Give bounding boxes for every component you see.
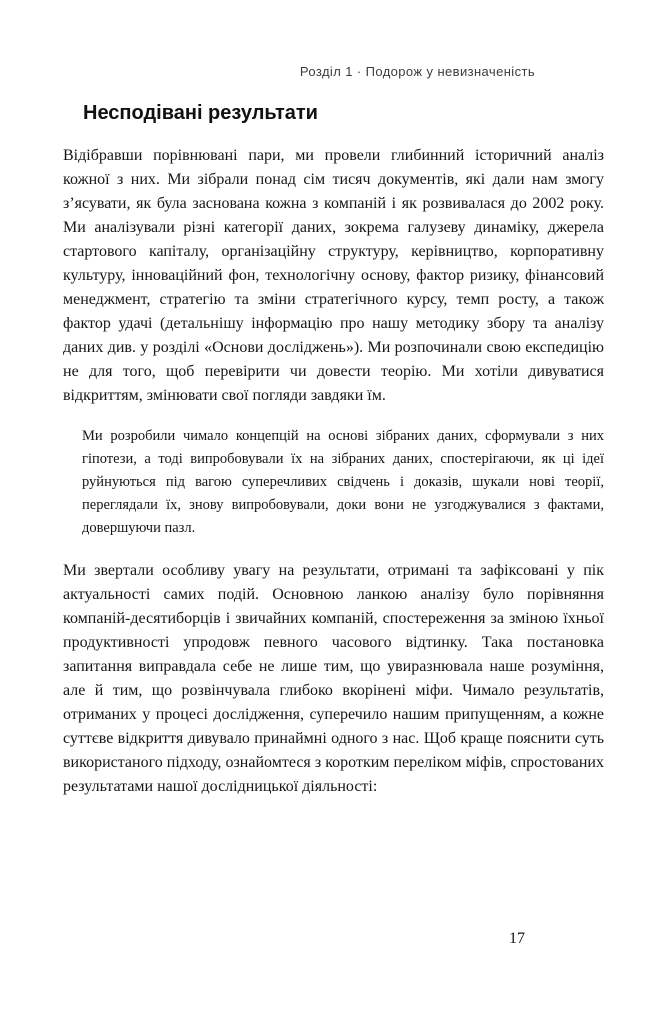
paragraph-1: Відібравши порівнювані пари, ми провели глибинний історичний аналіз кожної з них. Ми зібрали понад сім тисяч документів, які дали нам змогу з’ясувати, як була заснована кожна з компаній і як розвивалася до 2002 року. Ми аналізували різні категорії даних, зокрема галузеву динаміку, джерела стартового капіталу, організаційну структуру, керівництво, корпоративну культуру, інноваційний фон, технологічну основу, фактор ризику, фінансовий менеджмент, стратегію та зміни стратегічного курсу, темп росту, а також фактор удачі (детальнішу інформацію про нашу методику збору та аналізу даних див. у розділі «Основи досліджень»). Ми розпочинали свою експедицію не для того, щоб перевірити чи довести теорію. Ми хотіли дивуватися відкриттям, змінювати свої погляди завдяки їм. xyxy=(63,147,604,404)
paragraph-2: Ми звертали особливу увагу на результати, отримані та зафіксовані у пік актуальності самих подій. Основною ланкою аналізу було порівняння компаній-десятиборців і звичайних компаній, спостереження за зміною їхньої продуктивності упродовж певного часового відтинку. Така постановка запитання виправдала себе не лише тим, що увиразнювала наше розуміння, але й тим, що розвінчувала глибоко вкорінені міфи. Чимало результатів, отриманих у процесі дослідження, суперечило нашим припущенням, а кожне суттєве відкриття дивувало принаймні одного з нас. Щоб краще пояснити суть використаного підходу, ознайомтеся з коротким переліком міфів, спростованих результатами нашої дослідницької діяльності: xyxy=(63,562,604,795)
section-heading: Несподівані результати xyxy=(83,102,318,124)
page-number: 17 xyxy=(509,930,525,947)
running-header: Розділ 1 · Подорож у невизначеність xyxy=(299,64,535,79)
page-content xyxy=(0,102,667,799)
block-quote: Ми розробили чимало концепцій на основі зібраних даних, сформували з них гіпотези, а тоді випробовували їх на зібраних даних, спостерігаючи, як ці ідеї руйнуються під вагою суперечливих свідчень і доказів, шукали нові теорії, переглядали їх, знову випробовували, доки вони не узгоджувалися з фактами, довершуючи пазл. xyxy=(82,428,604,536)
